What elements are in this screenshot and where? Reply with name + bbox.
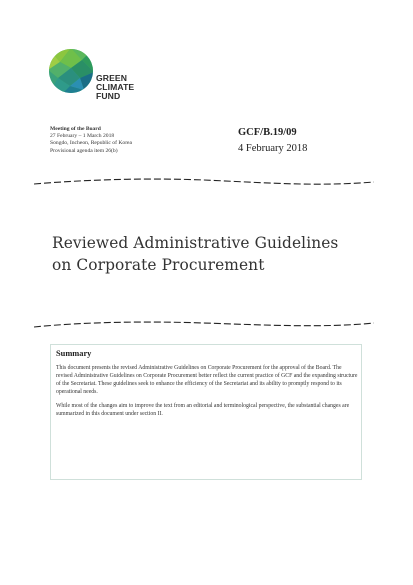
gcf-logo (48, 48, 148, 110)
document-code: GCF/B.19/09 (238, 127, 297, 138)
meeting-location: Songdo, Incheon, Republic of Korea (50, 140, 133, 147)
summary-paragraph-1: This document presents the revised Administrative Guidelines on Corporate Procurement for the approval of the Board. The revised Administrative Guidelines on Corporate Procurement better reflect the current practice of GCF and the expanding structure of the Secretariat. These guidelines seek to enhance the efficiency of the Secretariat and its ability to promptly respond to its operational needs. (56, 365, 358, 395)
document-title (52, 232, 372, 276)
logo-line-1: GREEN (96, 73, 128, 83)
meeting-agenda: Provisional agenda item 26(b) (50, 147, 118, 154)
wave-divider-top (34, 177, 374, 189)
summary-body (56, 365, 358, 424)
wave-divider-bottom (34, 319, 374, 331)
title-line-2: on Corporate Procurement (52, 256, 265, 274)
gcf-globe-logo-icon (48, 48, 94, 94)
document-reference (238, 126, 307, 155)
meeting-title: Meeting of the Board (50, 126, 101, 132)
summary-box (50, 344, 362, 480)
meeting-dates: 27 February – 1 March 2018 (50, 133, 115, 140)
summary-heading: Summary (56, 349, 92, 358)
title-line-1: Reviewed Administrative Guidelines (52, 234, 339, 252)
document-date: 4 February 2018 (238, 143, 308, 154)
logo-line-3: FUND (96, 91, 121, 101)
logo-wordmark (96, 74, 134, 101)
summary-paragraph-2: While most of the changes aim to improve the text from an editorial and terminological perspective, the substantial changes are summarized in this document under section II. (56, 402, 350, 417)
logo-line-2: CLIMATE (96, 82, 135, 92)
meeting-info (50, 126, 220, 155)
